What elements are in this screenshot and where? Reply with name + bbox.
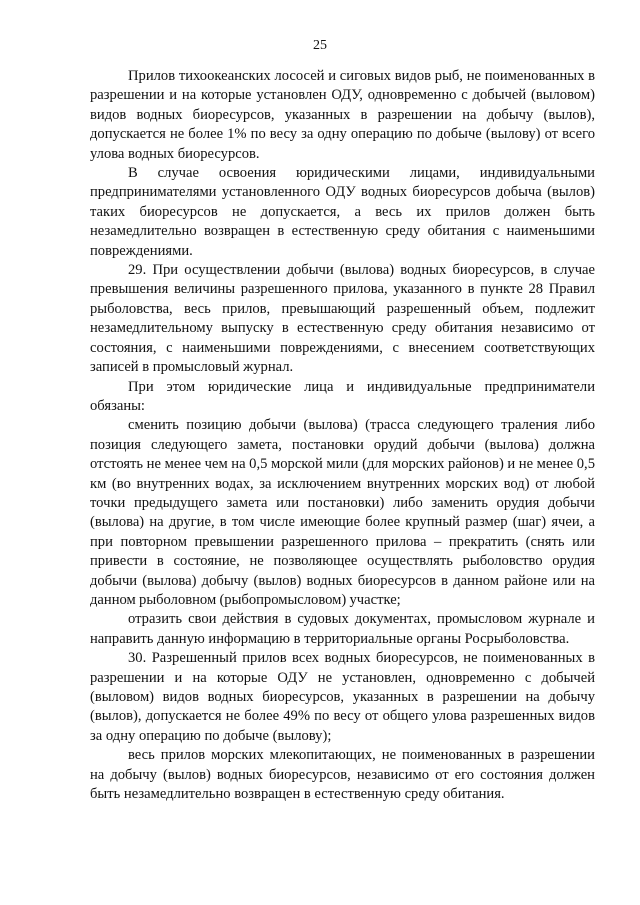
document-body [90,67,595,804]
page-number: 25 [313,38,327,53]
paragraph-marine-mammals: весь прилов морских млекопитающих, не поименованных в разрешении на добычу (вылов) водных биоресурсов, независимо от его состояния должен быть незамедлительно возвращен в естественную среду обитания. [90,747,595,803]
paragraph-record-actions: отразить свои действия в судовых документах, промысловом журнале и направить данную информацию в территориальные органы Росрыболовства. [90,611,595,647]
paragraph-clause-29: 29. При осуществлении добычи (вылова) водных биоресурсов, в случае превышения величины разрешенного прилова, указанного в пункте 28 Правил рыболовства, весь прилов, превышающий разрешенный объем, подлежит незамедлительному выпуску в естественную среду обитания независимо от состояния, с наименьшими повреждениями, с внесением соответствующих записей в промысловый журнал. [90,262,595,376]
paragraph-quota-exhausted: В случае освоения юридическими лицами, индивидуальными предпринимателями установленного ОДУ водных биоресурсов добыча (вылов) таких биоресурсов не допускается, а весь их прилов должен быть незамедлительно возвращен в естественную среду обитания с наименьшими повреждениями. [90,165,595,259]
paragraph-obligations-intro: При этом юридические лица и индивидуальные предприниматели обязаны: [90,378,595,414]
paragraph-clause-30: 30. Разрешенный прилов всех водных биоресурсов, не поименованных в разрешении и на которые ОДУ не установлен, одновременно с добычей (выловом) видов водных биоресурсов, указанных в разрешении на добычу (вылов), допускается не более 49% по весу от общего улова разрешенных видов за одну операцию по добыче (вылову); [90,650,595,744]
paragraph-change-position: сменить позицию добычи (вылова) (трасса следующего траления либо позиция следующего замета, постановки орудий добычи (вылова) должна отстоять не менее чем на 0,5 морской мили (для морских районов) и не менее 0,5 км (во внутренних водах, за исключением внутренних морских вод) от любой точки предыдущего замета или постановки) либо заменить орудия добычи (вылова) на другие, в том числе имеющие более крупный размер (шаг) ячеи, а при повторном превышении разрешенного прилова – прекратить (снять или привести в состояние, не позволяющее осуществлять рыболовство орудия добычи (вылова) добычу (вылов) водных биоресурсов в данном районе или на данном рыболовном (рыбопромысловом) участке; [90,417,595,608]
paragraph-bycatch-salmon: Прилов тихоокеанских лососей и сиговых видов рыб, не поименованных в разрешении и на которые установлен ОДУ, одновременно с добычей (выловом) видов водных биоресурсов, указанных в разрешении на добычу (вылов), допускается не более 1% по весу за одну операцию по добыче (вылову) от всего улова водных биоресурсов. [90,68,595,162]
